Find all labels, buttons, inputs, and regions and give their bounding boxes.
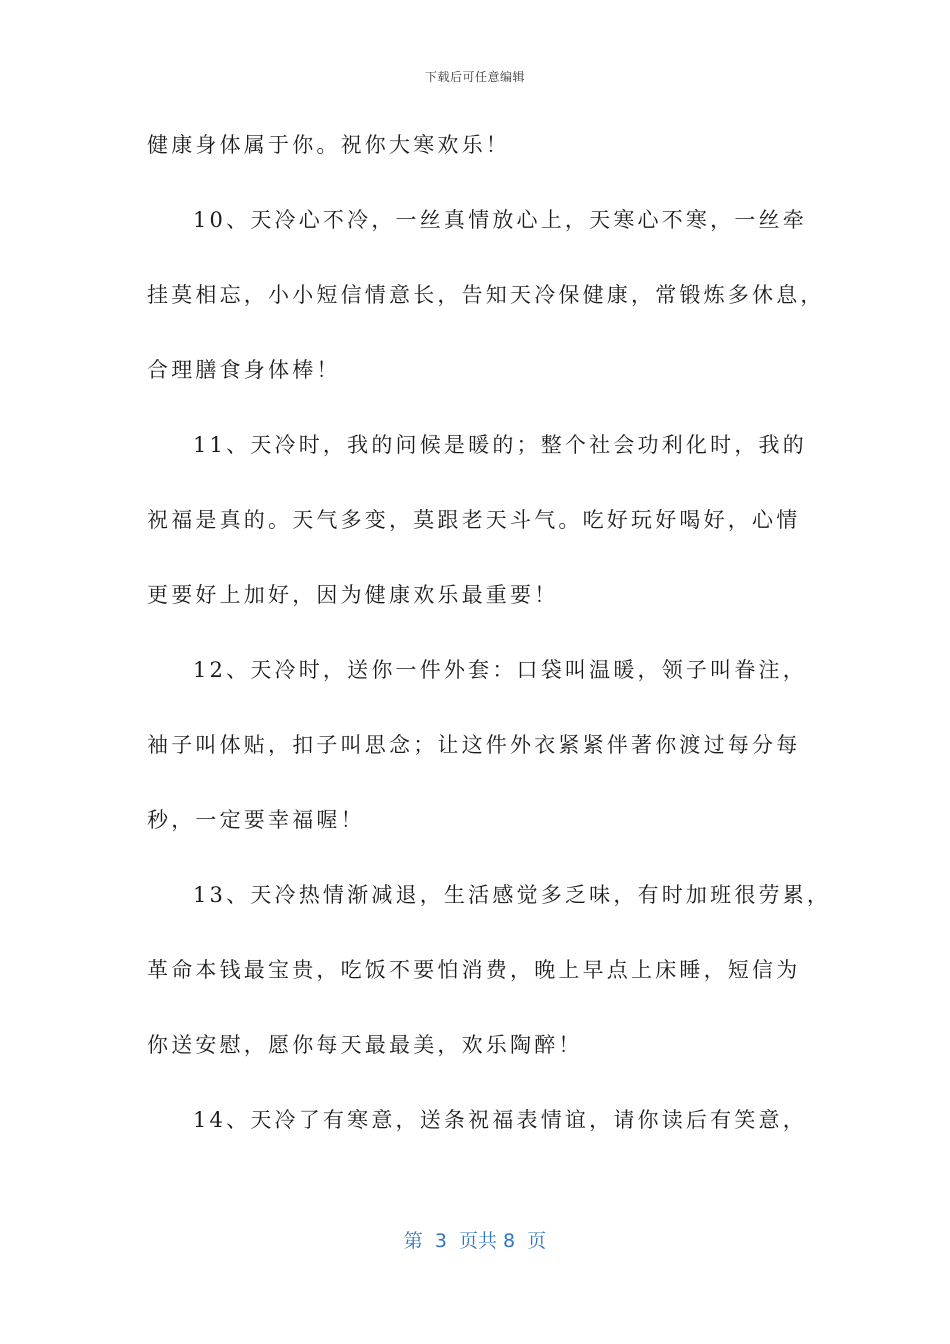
- text-line: 革命本钱最宝贵，吃饭不要怕消费，晚上早点上床睡，短信为: [147, 958, 801, 982]
- text-line: 11、天冷时，我的问候是暖的；整个社会功利化时，我的: [193, 433, 807, 457]
- text-line: 秒，一定要幸福喔！: [147, 808, 365, 832]
- text-line: 14、天冷了有寒意，送条祝福表情谊，请你读后有笑意，: [193, 1108, 807, 1132]
- text-line: 健康身体属于你。祝你大寒欢乐！: [147, 133, 510, 157]
- text-line: 13、天冷热情渐减退，生活感觉多乏味，有时加班很劳累，: [193, 883, 832, 907]
- text-line: 更要好上加好，因为健康欢乐最重要！: [147, 583, 559, 607]
- text-line: 袖子叫体贴，扣子叫思念；让这件外衣紧紧伴著你渡过每分每: [147, 733, 801, 757]
- page-number-footer: 第 3 页共 8 页: [403, 1230, 547, 1252]
- page-header: 下载后可任意编辑: [424, 70, 525, 84]
- text-line: 祝福是真的。天气多变，莫跟老天斗气。吃好玩好喝好，心情: [147, 508, 801, 532]
- text-line: 10、天冷心不冷，一丝真情放心上，天寒心不寒，一丝牵: [193, 208, 807, 232]
- text-line: 12、天冷时，送你一件外套：口袋叫温暖，领子叫眷注，: [193, 658, 807, 682]
- text-line: 挂莫相忘，小小短信情意长，告知天冷保健康，常锻炼多休息，: [147, 283, 825, 307]
- text-line: 你送安慰，愿你每天最最美，欢乐陶醉！: [147, 1033, 583, 1057]
- text-line: 合理膳食身体棒！: [147, 358, 341, 382]
